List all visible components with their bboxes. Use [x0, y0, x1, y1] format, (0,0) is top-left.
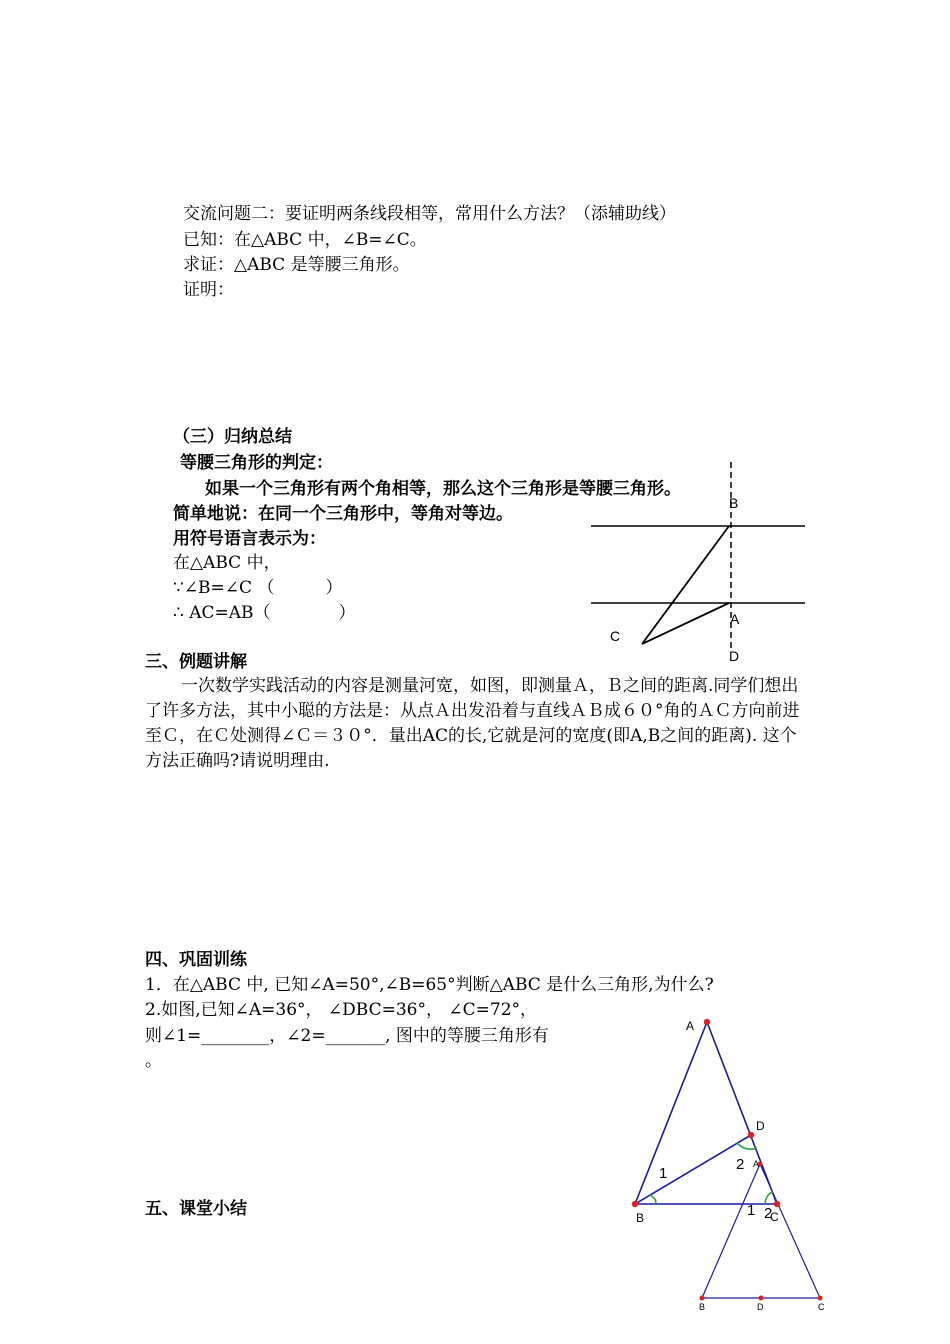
side-ac	[707, 1022, 777, 1204]
class-summary-heading: 五、课堂小结	[145, 1199, 247, 1219]
practice-q1: 1．在△ABC 中, 已知∠A=50°,∠B=65°判断△ABC 是什么三角形,为什么?	[145, 975, 714, 995]
point-c	[774, 1201, 780, 1207]
angle-arc-1	[650, 1195, 656, 1204]
small-point-d	[759, 1296, 764, 1301]
small-point-c	[818, 1296, 823, 1301]
symbolic-label: 用符号语言表示为：	[173, 529, 326, 549]
proof-label: 证明：	[183, 280, 234, 300]
small-label-d: D	[757, 1302, 764, 1312]
theorem-text: 如果一个三角形有两个角相等，那么这个三角形是等腰三角形。	[205, 479, 681, 499]
label-angle-2: 2	[736, 1156, 745, 1173]
practice-q2: 2.如图,已知∠A=36°， ∠DBC=36°， ∠C=72°，	[145, 1000, 538, 1020]
small-label-c: C	[818, 1302, 825, 1312]
small-label-a: A	[753, 1159, 760, 1169]
summary-subheading: 等腰三角形的判定：	[180, 453, 333, 473]
angle-arc-c	[765, 1192, 773, 1204]
given-statement: 已知：在△ABC 中，∠B=∠C。	[183, 230, 427, 250]
small-side-ac	[760, 1164, 820, 1298]
river-figure	[585, 458, 815, 668]
triangle-figure	[620, 1010, 840, 1315]
label-c: C	[610, 628, 621, 644]
label-a: A	[730, 611, 740, 627]
summary-heading: （三）归纳总结	[173, 427, 292, 447]
label-b: B	[636, 1211, 645, 1225]
practice-q2-blanks: 则∠1=________，∠2=_______, 图中的等腰三角形有	[145, 1026, 549, 1046]
label-b: B	[729, 495, 739, 511]
therefore-line: ∴ AC=AB（ ）	[173, 603, 356, 623]
side-ab	[635, 1022, 707, 1204]
point-a	[704, 1019, 710, 1025]
example-body: 一次数学实践活动的内容是测量河宽，如图，即测量Ａ，Ｂ之间的距离.同学们想出了许多方法，其中小聪的方法是：从点Ａ出发沿着与直线ＡＢ成６０°角的ＡＣ方向前进至Ｃ，在Ｃ处测得∠Ｃ＝３０°．量出AC的长,它就是河的宽度(即A,B之间的距离). 这个方法正确吗?请说明理由.	[145, 676, 800, 771]
label-d: D	[729, 648, 740, 664]
label-angle-1-bottom: 1	[747, 1202, 756, 1219]
small-point-b	[700, 1296, 705, 1301]
small-label-b: B	[699, 1302, 706, 1312]
prove-statement: 求证：△ABC 是等腰三角形。	[183, 255, 410, 275]
label-a: A	[686, 1019, 695, 1033]
label-c: C	[770, 1210, 779, 1224]
point-d	[748, 1132, 754, 1138]
segment-bd	[635, 1135, 751, 1204]
exchange-question-2: 交流问题二：要证明两条线段相等，常用什么方法？（添辅助线）	[183, 204, 676, 224]
practice-heading: 四、巩固训练	[145, 950, 247, 970]
because-line: ∵∠B=∠C （ ）	[173, 578, 343, 598]
label-angle-2-bottom: 2	[764, 1205, 773, 1222]
simple-statement: 简单地说：在同一个三角形中，等角对等边。	[173, 504, 513, 524]
practice-q2-end: 。	[145, 1051, 162, 1071]
segment-ca	[642, 603, 729, 644]
small-side-ab	[702, 1164, 760, 1298]
point-b	[632, 1201, 638, 1207]
label-d: D	[756, 1119, 765, 1133]
in-triangle-line: 在△ABC 中，	[173, 553, 281, 573]
example-heading: 三、例题讲解	[145, 652, 247, 672]
label-angle-1: 1	[659, 1165, 668, 1182]
segment-bc	[642, 526, 729, 644]
